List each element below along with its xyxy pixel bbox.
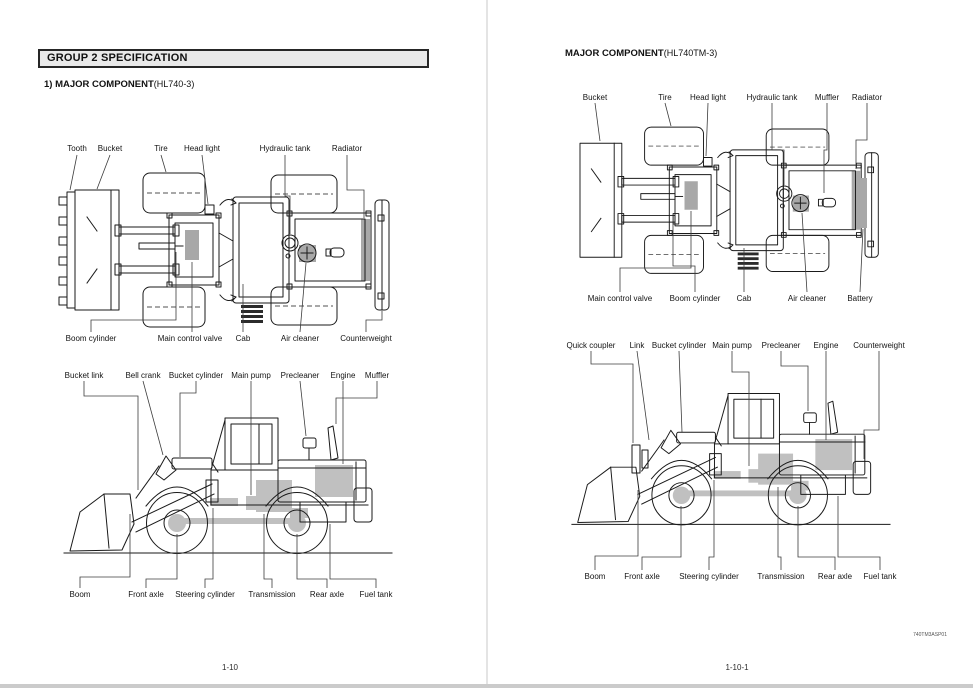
- component-label: Rear axle: [309, 590, 345, 599]
- component-label: Bucket cylinder: [651, 341, 707, 350]
- component-label: Engine: [813, 341, 839, 350]
- component-label: Steering cylinder: [175, 590, 235, 599]
- figure-code: 740TM3ASP01: [913, 632, 947, 638]
- component-label: Main control valve: [157, 334, 223, 343]
- left-page-diagrams-svg: [0, 0, 486, 688]
- component-label: Precleaner: [280, 371, 320, 380]
- component-label: Link: [629, 341, 645, 350]
- right-top-view-leader-lines: [595, 103, 867, 292]
- component-label: Bell crank: [125, 371, 161, 380]
- component-label: Counterweight: [340, 334, 392, 343]
- component-label: Muffler: [364, 371, 390, 380]
- component-label: Rear axle: [817, 572, 853, 581]
- component-label: Boom cylinder: [669, 294, 721, 303]
- right-header-model: (HL740TM-3): [663, 48, 718, 58]
- component-label: Bucket: [582, 93, 608, 102]
- component-label: Front axle: [128, 590, 164, 599]
- component-label: Hydraulic tank: [259, 144, 311, 153]
- left-top-view-leader-lines: [70, 155, 382, 332]
- component-label: Radiator: [851, 93, 883, 102]
- component-label: Battery: [847, 294, 873, 303]
- right-page-number: 1-10-1: [725, 663, 749, 672]
- right-top-view-drawing: [580, 127, 878, 273]
- component-label: Quick coupler: [566, 341, 616, 350]
- component-label: Steering cylinder: [679, 572, 739, 581]
- component-label: Fuel tank: [359, 590, 393, 599]
- component-label: Counterweight: [853, 341, 905, 350]
- component-label: Front axle: [624, 572, 660, 581]
- component-label: Bucket: [97, 144, 123, 153]
- component-label: Transmission: [757, 572, 805, 581]
- page-divider: [486, 0, 488, 684]
- component-label: Boom: [69, 590, 91, 599]
- left-top-view-drawing: [59, 173, 389, 327]
- component-label: Cab: [736, 294, 752, 303]
- right-side-view-drawing: [572, 393, 890, 524]
- component-label: Tire: [658, 93, 672, 102]
- component-label: Main pump: [712, 341, 752, 350]
- component-label: Head light: [183, 144, 221, 153]
- component-label: Air cleaner: [280, 334, 320, 343]
- component-label: Main pump: [231, 371, 271, 380]
- left-page-number: 1-10: [221, 663, 239, 672]
- component-label: Boom cylinder: [65, 334, 117, 343]
- left-subtitle-model: (HL740-3): [153, 79, 195, 89]
- component-label: Tire: [154, 144, 168, 153]
- component-label: Air cleaner: [787, 294, 827, 303]
- component-label: Main control valve: [587, 294, 653, 303]
- component-label: Muffler: [814, 93, 840, 102]
- component-label: Tooth: [67, 144, 87, 153]
- group-header: GROUP 2 SPECIFICATION: [38, 49, 429, 68]
- component-label: Precleaner: [761, 341, 801, 350]
- component-label: Head light: [689, 93, 727, 102]
- component-label: Boom: [584, 572, 606, 581]
- component-label: Cab: [235, 334, 251, 343]
- footer-strip: [0, 684, 973, 688]
- right-header-text: MAJOR COMPONENT: [565, 48, 664, 59]
- component-label: Radiator: [331, 144, 363, 153]
- component-label: Fuel tank: [863, 572, 897, 581]
- component-label: Hydraulic tank: [746, 93, 798, 102]
- component-label: Engine: [330, 371, 356, 380]
- left-subtitle: [44, 79, 194, 90]
- component-label: Transmission: [248, 590, 296, 599]
- right-header: [565, 48, 717, 59]
- component-label: Bucket cylinder: [168, 371, 224, 380]
- component-label: Bucket link: [64, 371, 104, 380]
- left-subtitle-text: 1) MAJOR COMPONENT: [44, 79, 154, 90]
